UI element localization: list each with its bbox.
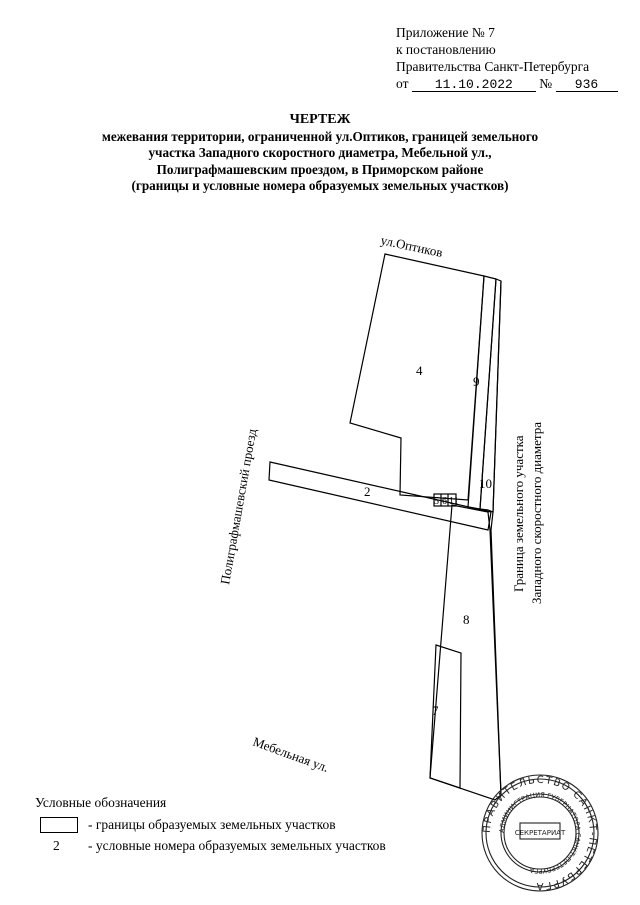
parcel-number-2: 2	[364, 484, 371, 499]
appendix-line-1: Приложение № 7	[396, 25, 495, 40]
seal-inner-text: АДМИНИСТРАЦИЯ ГУБЕРНАТОРА САНКТ-ПЕТЕРБУРГА	[497, 790, 583, 876]
seal-outer-text: ПРАВИТЕЛЬСТВО САНКТ-ПЕТЕРБУРГА	[481, 774, 599, 892]
legend-heading: Условные обозначения	[35, 795, 167, 810]
seal-center-text: СЕКРЕТАРИАТ	[514, 829, 566, 837]
appendix-date: 11.10.2022	[434, 77, 513, 92]
parcel-8-boundary	[430, 505, 501, 800]
legend-number-text: - условные номера образуемых земельных участков	[88, 838, 386, 853]
parcel-number-7: 7	[432, 703, 439, 718]
parcel-number-10: 10	[479, 476, 492, 491]
parcel-number-9: 9	[473, 374, 480, 389]
parcel-number-4: 4	[416, 363, 423, 378]
legend-boundary-text: - границы образуемых земельных участков	[88, 817, 336, 832]
appendix-from-label: от	[396, 76, 409, 91]
title-line-4: (границы и условные номера образуемых земельных участков)	[131, 178, 509, 193]
appendix-line-3: Правительства Санкт-Петербурга	[396, 59, 590, 74]
appendix-number: 936	[574, 77, 599, 92]
title-line-2: участка Западного скоростного диаметра, Мебельной ул.,	[148, 145, 492, 160]
parcel-number-8: 8	[463, 612, 470, 627]
zsd-boundary-line	[491, 281, 501, 795]
title-line-3: Полиграфмашевским проездом, в Приморском районе	[156, 161, 484, 177]
street-mebelnaya: Мебельная ул.	[250, 733, 331, 775]
title-line-1: межевания территории, ограниченной ул.Оптиков, границей земельного	[101, 128, 539, 144]
appendix-number-label: №	[539, 76, 553, 91]
street-poligraf: Полиграфмашевский проезд	[217, 427, 260, 586]
parcel-number-6: 6	[442, 496, 447, 507]
parcel-number-11: 11	[449, 496, 459, 507]
legend-number-sample: 2	[53, 838, 60, 853]
zsd-label-2: Западного скоростного диаметра	[529, 421, 544, 604]
legend-boundary-symbol	[40, 817, 78, 833]
title-heading: ЧЕРТЕЖ	[289, 112, 351, 127]
zsd-label-1: Граница земельного участка	[511, 435, 526, 592]
appendix-line-2: к постановлению	[396, 42, 496, 57]
parcel-number-5: 5	[434, 496, 439, 507]
street-optikov: ул.Оптиков	[379, 232, 445, 261]
